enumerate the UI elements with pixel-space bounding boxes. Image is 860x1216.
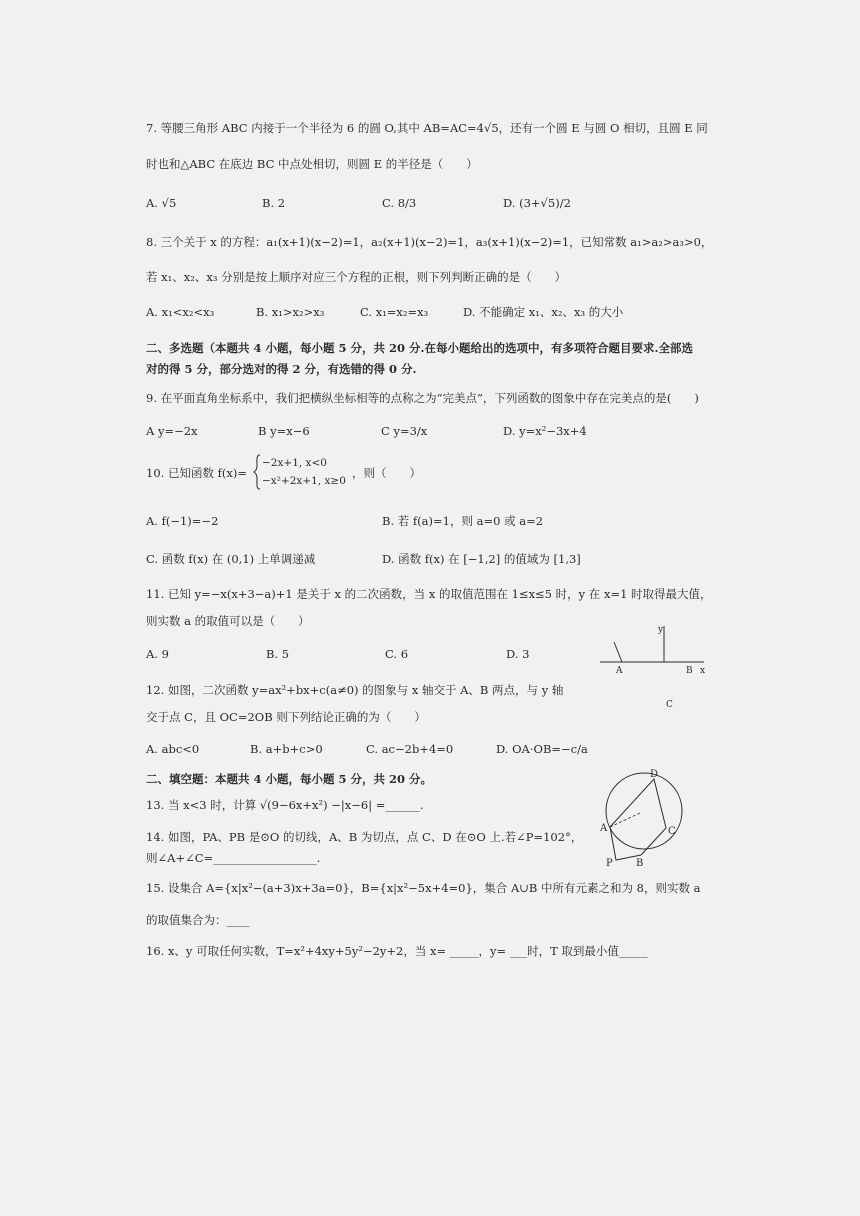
q11-option-a: A. 9 bbox=[146, 647, 169, 661]
q12-label-c: C bbox=[666, 700, 673, 710]
q14-circle-figure bbox=[586, 765, 698, 867]
q14-line2: 则∠A+∠C=__________________. bbox=[146, 851, 321, 865]
q8-line1: 8. 三个关于 x 的方程：a₁(x+1)(x−2)=1，a₂(x+1)(x−2)=1，a₃(x+1)(x−2)=1，已知常数 a₁>a₂>a₃>0， bbox=[146, 235, 713, 249]
q14-label-d: D bbox=[650, 769, 659, 780]
section2-heading-line2: 对的得 5 分，部分选对的得 2 分，有选错的得 0 分. bbox=[146, 362, 417, 376]
q12-option-b: B. a+b+c>0 bbox=[250, 742, 323, 756]
q7-option-a: A. √5 bbox=[146, 196, 177, 210]
q12-label-b: B bbox=[686, 666, 693, 676]
q9-option-c: C y=3/x bbox=[381, 424, 428, 438]
q14-label-p: P bbox=[606, 858, 613, 869]
q14-line1: 14. 如图，PA、PB 是⊙O 的切线，A、B 为切点，点 C、D 在⊙O 上.若∠P=102°， bbox=[146, 830, 583, 844]
q14-label-c: C bbox=[668, 826, 676, 837]
q11-line1: 11. 已知 y=−x(x+3−a)+1 是关于 x 的二次函数，当 x 的取值范围在 1≤x≤5 时，y 在 x=1 时取得最大值， bbox=[146, 587, 712, 601]
q14-chords bbox=[610, 779, 666, 828]
q10-brace bbox=[253, 454, 261, 490]
q12-option-c: C. ac−2b+4=0 bbox=[366, 742, 454, 756]
q9-option-a: A y=−2x bbox=[146, 424, 198, 438]
q11-option-d: D. 3 bbox=[506, 647, 530, 661]
q11-line2: 则实数 a 的取值可以是（ ） bbox=[146, 614, 310, 628]
q14-radius bbox=[610, 813, 640, 827]
q7-option-c: C. 8/3 bbox=[382, 196, 417, 210]
q10-option-b: B. 若 f(a)=1，则 a=0 或 a=2 bbox=[382, 514, 544, 528]
q12-option-d: D. OA·OB=−c/a bbox=[496, 742, 588, 756]
q8-line2: 若 x₁、x₂、x₃ 分别是按上顺序对应三个方程的正根，则下列判断正确的是（ ） bbox=[146, 270, 567, 284]
q10-option-c: C. 函数 f(x) 在 (0,1) 上单调递减 bbox=[146, 552, 316, 566]
q12-option-a: A. abc<0 bbox=[146, 742, 200, 756]
q8-option-d: D. 不能确定 x₁、x₂、x₃ 的大小 bbox=[463, 305, 624, 319]
q10-tail: ，则（ ） bbox=[352, 466, 421, 480]
q10-option-d: D. 函数 f(x) 在 [−1,2] 的值域为 [1,3] bbox=[382, 552, 581, 566]
q7-option-b: B. 2 bbox=[262, 196, 286, 210]
q9-option-b: B y=x−6 bbox=[258, 424, 310, 438]
section3-heading: 二、填空题：本题共 4 小题，每小题 5 分，共 20 分。 bbox=[146, 772, 433, 786]
q9-line1: 9. 在平面直角坐标系中，我们把横纵坐标相等的点称之为“完美点”，下列函数的图象中存在完美点的是( ) bbox=[146, 391, 699, 405]
q7-line1: 7. 等腰三角形 ABC 内接于一个半径为 6 的圆 O,其中 AB=AC=4√5，还有一个圆 E 与圆 O 相切，且圆 E 同 bbox=[146, 121, 708, 135]
q12-label-x: x bbox=[700, 666, 706, 676]
q10-option-a: A. f(−1)=−2 bbox=[146, 514, 219, 528]
q8-option-b: B. x₁>x₂>x₃ bbox=[256, 305, 325, 319]
q12-graph-figure bbox=[600, 620, 712, 710]
q12-line2: 交于点 C，且 OC=2OB 则下列结论正确的为（ ） bbox=[146, 710, 426, 724]
q10-case1: −2x+1, x<0 bbox=[262, 457, 327, 469]
q12-parabola-arc bbox=[614, 642, 622, 662]
q14-circle bbox=[606, 773, 682, 849]
q11-option-b: B. 5 bbox=[266, 647, 290, 661]
q12-label-a: A bbox=[616, 666, 623, 676]
q12-label-y: y bbox=[658, 625, 664, 635]
q16-line1: 16. x、y 可取任何实数，T=x²+4xy+5y²−2y+2，当 x= _____，y= ___时，T 取到最小值_____ bbox=[146, 944, 648, 958]
q15-line1: 15. 设集合 A={x|x²−(a+3)x+3a=0}，B={x|x²−5x+4=0}，集合 A∪B 中所有元素之和为 8，则实数 a bbox=[146, 881, 701, 895]
q10-case2: −x²+2x+1, x≥0 bbox=[262, 475, 346, 487]
q13-line1: 13. 当 x<3 时，计算 √(9−6x+x²) −|x−6| =______. bbox=[146, 798, 424, 812]
q10-stem: 10. 已知函数 f(x)= bbox=[146, 466, 247, 480]
section2-heading-line1: 二、多选题（本题共 4 小题，每小题 5 分，共 20 分.在每小题给出的选项中，有多项符合题目要求.全部选 bbox=[146, 341, 694, 355]
q15-line2: 的取值集合为：____ bbox=[146, 913, 250, 927]
q7-option-d: D. (3+√5)/2 bbox=[503, 196, 571, 210]
q8-option-c: C. x₁=x₂=x₃ bbox=[360, 305, 429, 319]
q14-tangent-lines bbox=[610, 827, 666, 860]
q14-label-a: A bbox=[600, 823, 608, 834]
q8-option-a: A. x₁<x₂<x₃ bbox=[146, 305, 215, 319]
q11-option-c: C. 6 bbox=[385, 647, 409, 661]
q14-label-b: B bbox=[636, 858, 644, 869]
q12-line1: 12. 如图，二次函数 y=ax²+bx+c(a≠0) 的图象与 x 轴交于 A、B 两点，与 y 轴 bbox=[146, 683, 564, 697]
q7-line2: 时也和△ABC 在底边 BC 中点处相切，则圆 E 的半径是（ ） bbox=[146, 157, 478, 171]
q9-option-d: D. y=x²−3x+4 bbox=[503, 424, 587, 438]
